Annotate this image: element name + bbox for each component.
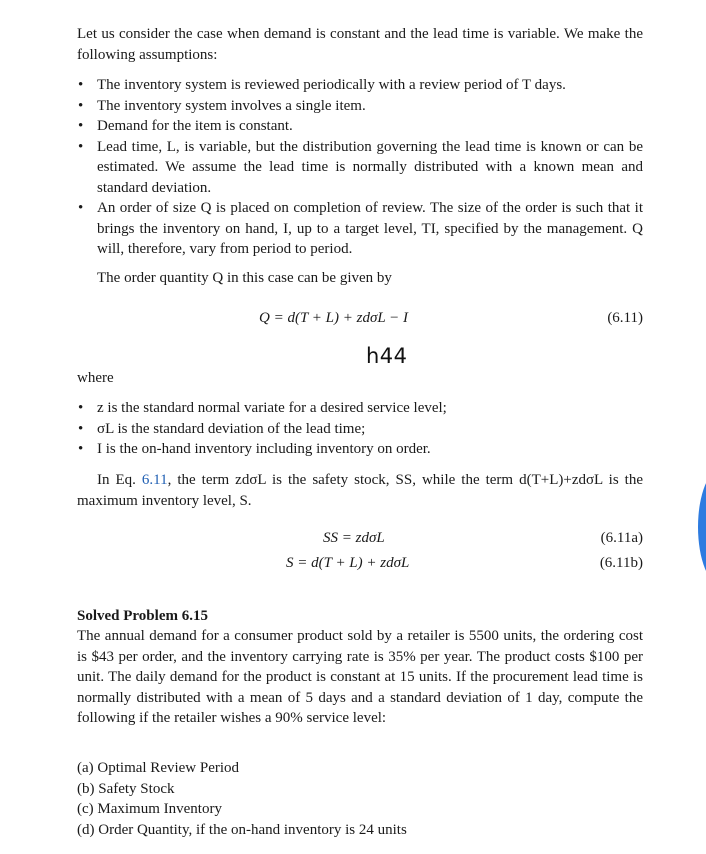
order-quantity-intro: The order quantity Q in this case can be given by [97,270,392,286]
list-item: • Demand for the item is constant. [77,116,643,137]
explanation-before-ref: In Eq. [97,472,136,488]
equation-reference-link[interactable]: 6.11 [141,472,168,488]
equation-6-11b [77,553,643,575]
list-item: • The inventory system involves a single item. [77,96,643,117]
equation-formula: SS = zdσL [323,530,385,546]
problem-parts-list [77,758,643,840]
list-item: • σL is the standard deviation of the lead time; [77,419,643,440]
list-item: (d) Order Quantity, if the on-hand inventory is 24 units [77,821,407,838]
equation-6-11 [77,308,643,330]
list-item: • I is the on-hand inventory including inventory on order. [77,439,643,460]
list-item: • Lead time, L, is variable, but the distribution governing the lead time is known or can be estimated. We assume the lead time is normally distributed with a known mean and standard deviation. [77,137,643,199]
explanation-after-ref: , the term zdσL is the safety stock, SS, while the term d(T+L)+zdσL is the maximum inventory level, S. [77,472,643,509]
equation-formula: S = d(T + L) + zdσL [286,555,410,571]
equation-number: (6.11) [607,310,643,326]
list-item: • The inventory system is reviewed periodically with a review period of T days. [77,75,643,96]
list-item: (c) Maximum Inventory [77,801,222,817]
handwritten-note: h44 [366,344,408,368]
equation-formula: Q = d(T + L) + zdσL − I [259,310,409,326]
list-item: (b) Safety Stock [77,780,175,797]
assumptions-list [77,75,643,260]
problem-title: Solved Problem 6.15 [77,608,208,624]
definitions-list [77,398,643,460]
list-item: • z is the standard normal variate for a desired service level; [77,398,643,419]
list-item: (a) Optimal Review Period [77,760,240,776]
equation-number: (6.11b) [599,555,643,571]
list-item: • An order of size Q is placed on completion of review. The size of the order is such that it brings the inventory on hand, I, up to a target level, TI, specified by the management. Q will, therefore, vary from period to period. [77,198,643,260]
equation-number: (6.11a) [600,530,643,546]
floating-action-button[interactable] [698,468,706,586]
explanation-paragraph [77,470,643,511]
equation-6-11a [77,528,643,550]
intro-paragraph: Let us consider the case when demand is constant and the lead time is variable. We make the following assumptions: [77,26,643,63]
problem-statement: The annual demand for a consumer product sold by a retailer is 5500 units, the ordering cost is $43 per order, and the inventory carrying rate is 35% per year. The product costs $100 per unit. The daily demand for the product is constant at 15 units. If the procurement lead time is normally distributed with a mean of 5 days and a standard deviation of 1 day, compute the following if the retailer wishes a 90% service level: [77,628,643,726]
where-label: where [77,370,114,386]
